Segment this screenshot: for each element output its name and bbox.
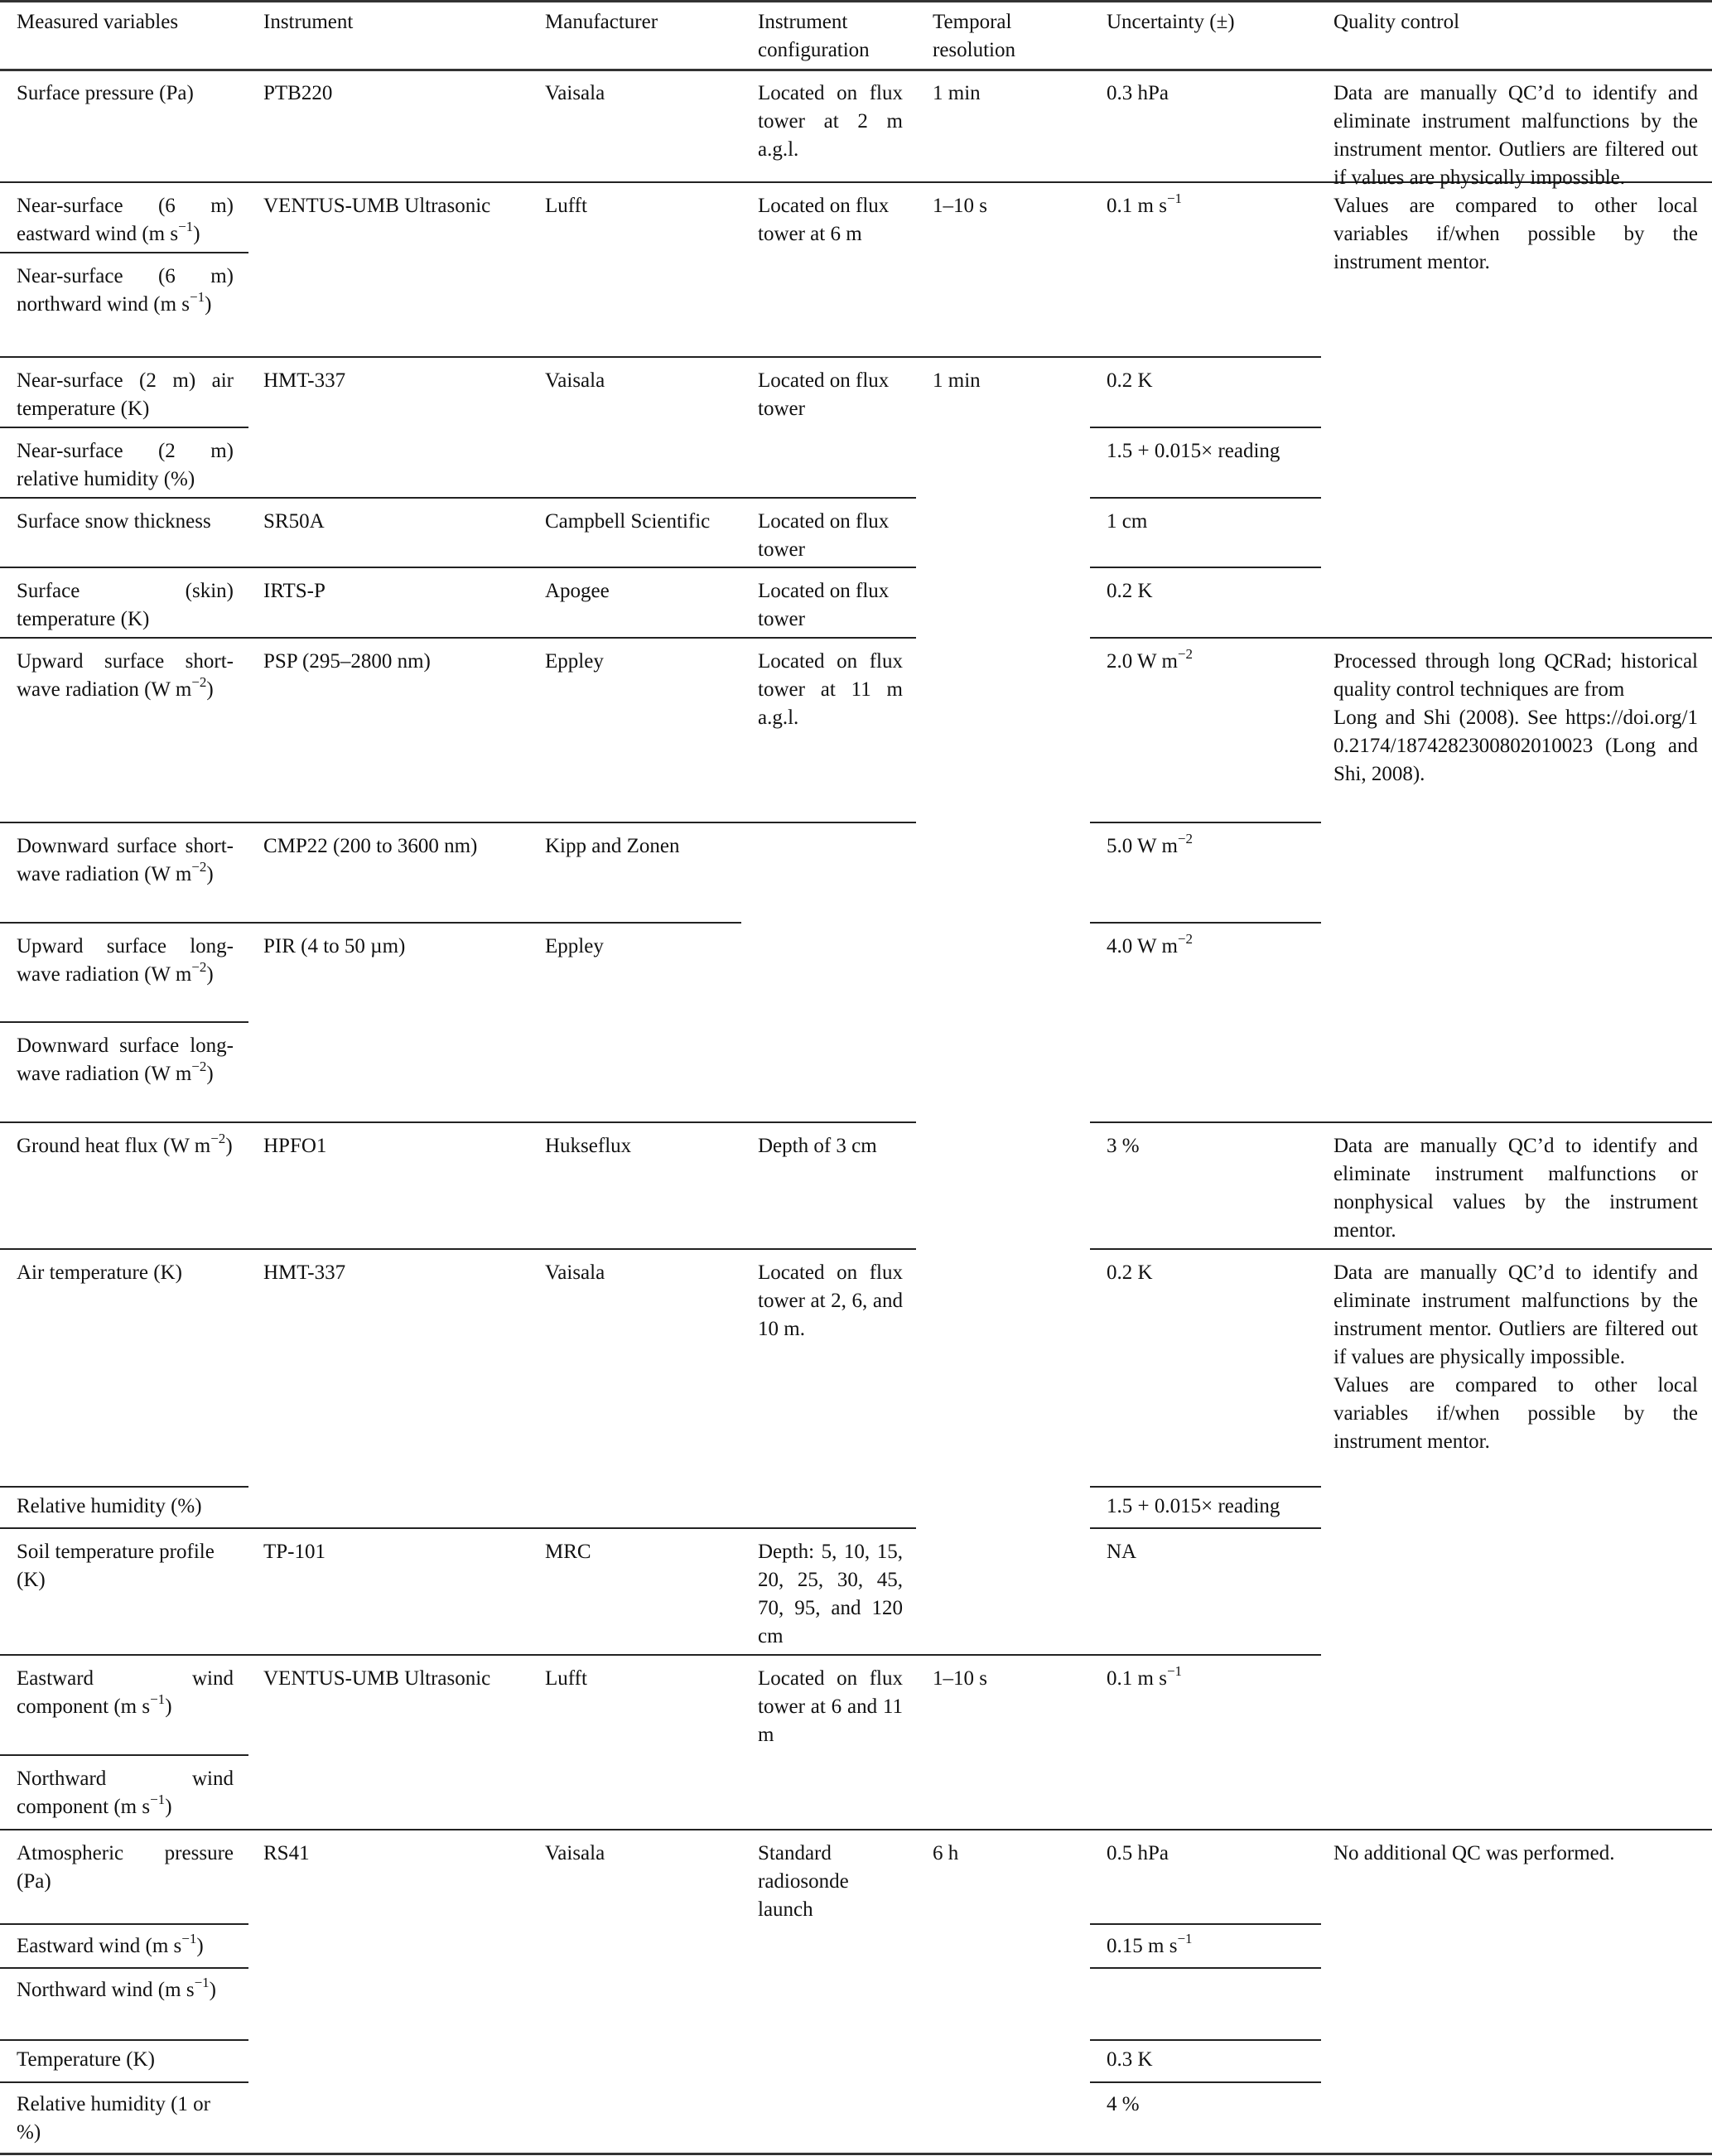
cell-uncertainty: NA [1107,1541,1137,1563]
var-text: Downward surface short-wave radiation (W m [17,835,234,885]
cell-instrument: VENTUS-UMB Ultrasonic [263,195,491,217]
cell-variable [17,1765,234,1821]
cell-quality-control [1333,80,1698,277]
cell-uncertainty [1107,192,1314,220]
var-text: ) [209,1979,216,2001]
rule [0,1248,916,1250]
rule [0,1829,1712,1830]
unc-exponent: −1 [1166,1662,1183,1679]
qc-paragraph: Processed through long QCRad; historical quality control techniques are from [1333,650,1698,701]
rule [1090,1923,1321,1925]
cell-instrument: VENTUS-UMB Ultrasonic [263,1667,491,1690]
rule [1090,637,1712,639]
rule [1090,1121,1712,1123]
cell-variable [17,263,234,319]
cell-uncertainty [1107,930,1314,961]
cell-variable: Near-surface (2 m) air temperature (K) [17,369,234,420]
var-text: ) [225,1135,233,1157]
unc-exponent: −2 [1177,830,1193,846]
header-instrument-configuration: Instrument configuration [758,11,870,61]
var-exponent: −1 [190,288,205,305]
var-exponent: −2 [210,1130,226,1146]
var-text: ) [206,1063,214,1085]
unc-text: 0.1 m s [1107,195,1167,217]
rule [1090,2081,1321,2083]
cell-uncertainty [1107,1932,1314,1961]
var-exponent: −2 [191,1058,207,1074]
rule-bottom [0,2153,1712,2155]
cell-uncertainty: 0.2 K [1107,369,1153,392]
qc-paragraph: Values are compared to other local variables if/when possible by the instrument mentor. [1333,1374,1698,1453]
cell-variable: Relative humidity (1 or %) [17,2093,210,2144]
cell-quality-control [1333,648,1698,789]
unc-exponent: −2 [1177,930,1193,947]
var-text: Near-surface (6 m) northward wind (m s [17,265,234,316]
rule [0,922,741,924]
cell-variable [17,648,234,704]
cell-manufacturer: Hukseflux [545,1135,632,1157]
cell-manufacturer: Vaisala [545,82,605,104]
var-text: ) [206,678,214,701]
rule [0,637,916,639]
unc-text: 4.0 W m [1107,935,1178,957]
header-measured-variables: Measured variables [17,11,179,33]
cell-manufacturer: Lufft [545,195,587,217]
cell-manufacturer: Apogee [545,580,610,602]
var-text: Ground heat flux (W m [17,1135,211,1157]
cell-instrument: SR50A [263,510,325,533]
rule [0,822,916,823]
rule [0,2039,248,2041]
cell-uncertainty: 1.5 + 0.015× reading [1107,1495,1280,1517]
rule [0,1121,916,1123]
rule [1090,1248,1712,1250]
rule [1090,1967,1321,1969]
rule [1090,497,1321,499]
rule [1090,2039,1321,2041]
cell-variable: Relative humidity (%) [17,1495,202,1517]
rule [1090,822,1321,823]
cell-configuration: Located on flux tower [758,580,890,630]
cell-configuration: Depth: 5, 10, 15, 20, 25, 30, 45, 70, 95, and 120 cm [758,1541,903,1647]
cell-configuration: Depth of 3 cm [758,1135,877,1157]
rule [0,2081,248,2083]
cell-variable: Near-surface (2 m) relative humidity (%) [17,440,234,490]
rule [0,1486,248,1488]
rule-top [0,0,1712,2]
cell-temporal: 1–10 s [933,195,987,217]
var-exponent: −1 [178,218,194,234]
cell-manufacturer: Vaisala [545,369,605,392]
cell-uncertainty [1107,832,1314,861]
cell-manufacturer: Lufft [545,1667,587,1690]
rule [1090,567,1321,568]
cell-instrument: RS41 [263,1842,310,1864]
cell-uncertainty: 4 % [1107,2093,1140,2115]
var-text: ) [206,963,214,986]
rule [0,1654,1321,1656]
var-text: ) [205,293,212,316]
rule [0,1527,916,1529]
rule [1090,922,1321,924]
cell-temporal: 1–10 s [933,1667,987,1690]
cell-manufacturer: Eppley [545,935,604,957]
cell-temporal: 6 h [933,1842,959,1864]
var-text: Downward surface long-wave radiation (W m [17,1035,234,1085]
cell-configuration: Located on flux tower [758,510,890,561]
var-text: ) [165,1695,172,1718]
cell-quality-control [1333,1259,1698,1456]
cell-configuration: Located on flux tower at 6 and 11 m [758,1667,903,1746]
cell-uncertainty: 0.5 hPa [1107,1842,1169,1864]
cell-configuration: Located on flux tower at 6 m [758,195,890,245]
var-text: ) [193,223,200,245]
cell-manufacturer: Vaisala [545,1842,605,1864]
var-exponent: −1 [150,1791,166,1807]
cell-instrument: PSP (295–2800 nm) [263,650,431,673]
cell-temporal: 1 min [933,82,981,104]
cell-variable [17,1932,244,1961]
rule [0,1754,248,1756]
cell-variable: Atmospheric pressure (Pa) [17,1842,234,1893]
cell-variable [17,192,234,248]
var-text: Northward wind (m s [17,1979,195,2001]
cell-variable: Soil temperature profile (K) [17,1541,215,1591]
header-temporal-resolution: Temporal resolution [933,11,1015,61]
cell-variable [17,1132,234,1160]
var-exponent: −2 [191,858,207,875]
cell-configuration: Located on flux tower at 2, 6, and 10 m. [758,1261,903,1340]
unc-text: 5.0 W m [1107,835,1178,857]
cell-uncertainty: 0.3 hPa [1107,82,1169,104]
cell-uncertainty: 0.2 K [1107,1261,1153,1284]
header-manufacturer: Manufacturer [545,11,658,33]
qc-paragraph: Data are manually QC’d to identify and eliminate instrument malfunctions by the instrument mentor. Outliers are filtered out if values are physically impossible. [1333,82,1698,189]
cell-variable [17,1665,234,1721]
var-text: ) [206,863,214,885]
qc-paragraph: Data are manually QC’d to identify and eliminate instrument malfunctions by the instrument mentor. Outliers are filtered out if values are physically impossible. [1333,1261,1698,1368]
cell-configuration: Standard radiosonde launch [758,1842,849,1921]
cell-instrument: HMT-337 [263,369,346,392]
cell-variable: Temperature (K) [17,2048,155,2071]
cell-temporal: 1 min [933,369,981,392]
cell-instrument: PTB220 [263,82,333,104]
rule [0,567,916,568]
header-uncertainty: Uncertainty (±) [1107,11,1235,33]
var-exponent: −2 [191,673,207,690]
var-exponent: −1 [181,1930,197,1946]
rule [0,497,916,499]
cell-manufacturer: MRC [545,1541,591,1563]
cell-uncertainty: 1 cm [1107,510,1148,533]
rule [1090,181,1321,183]
var-text: Near-surface (6 m) eastward wind (m s [17,195,234,245]
cell-variable: Surface (skin) temperature (K) [17,580,234,630]
cell-uncertainty: 1.5 + 0.015× reading [1107,440,1280,462]
cell-configuration: Located on flux tower at 2 m a.g.l. [758,82,903,161]
cell-manufacturer: Kipp and Zonen [545,835,680,857]
cell-instrument: TP-101 [263,1541,326,1563]
rule-header [0,69,1712,71]
unc-text: 0.15 m s [1107,1935,1178,1957]
rule [0,427,248,428]
cell-variable [17,1976,234,2004]
cell-variable: Surface pressure (Pa) [17,82,194,104]
cell-quality-control: No additional QC was performed. [1333,1842,1615,1864]
var-text: ) [196,1935,204,1957]
rule [0,356,1321,358]
var-exponent: −2 [191,958,207,975]
cell-manufacturer: Vaisala [545,1261,605,1284]
var-text: Eastward wind (m s [17,1935,182,1957]
cell-manufacturer: Campbell Scientific [545,510,711,533]
cell-uncertainty [1107,645,1314,676]
cell-instrument: HMT-337 [263,1261,346,1284]
cell-configuration: Located on flux tower at 11 m a.g.l. [758,650,903,729]
var-text: Eastward wind component (m s [17,1667,234,1718]
var-text: ) [165,1796,172,1818]
cell-configuration: Located on flux tower [758,369,890,420]
cell-instrument: CMP22 (200 to 3600 nm) [263,835,478,857]
unc-exponent: −1 [1166,190,1183,206]
cell-variable: Air temperature (K) [17,1261,182,1284]
var-text: Upward surface short-wave radiation (W m [17,650,234,701]
cell-quality-control: Data are manually QC’d to identify and eliminate instrument malfunctions or nonphysical values by the instrument mentor. [1333,1135,1698,1242]
qc-paragraph: Long and Shi (2008). See https://doi.org/10.2174/1874282300802010023 (Long and Shi, 2008). [1333,707,1698,785]
cell-uncertainty: 0.2 K [1107,580,1153,602]
rule [1090,1527,1321,1529]
cell-variable: Surface snow thickness [17,510,211,533]
cell-manufacturer: Eppley [545,650,604,673]
cell-instrument: HPFO1 [263,1135,327,1157]
rule [0,1967,248,1969]
var-exponent: −1 [194,1974,210,1990]
var-text: Northward wind component (m s [17,1768,234,1818]
cell-uncertainty: 3 % [1107,1135,1140,1157]
cell-instrument: PIR (4 to 50 µm) [263,935,406,957]
unc-exponent: −1 [1177,1930,1193,1946]
rule [1090,427,1321,428]
header-quality-control: Quality control [1333,11,1460,33]
unc-exponent: −2 [1177,645,1193,662]
unc-text: 2.0 W m [1107,650,1178,673]
unc-text: 0.1 m s [1107,1667,1167,1690]
qc-paragraph: Values are compared to other local variables if/when possible by the instrument mentor. [1333,195,1698,273]
rule [0,1021,248,1023]
rule [1090,1486,1321,1488]
cell-instrument: IRTS-P [263,580,326,602]
header-instrument: Instrument [263,11,354,33]
cell-variable [17,933,234,989]
cell-variable [17,1032,234,1088]
var-text: Upward surface long-wave radiation (W m [17,935,234,986]
cell-uncertainty: 0.3 K [1107,2048,1153,2071]
cell-uncertainty [1107,1662,1314,1693]
rule [0,252,248,253]
var-exponent: −1 [150,1691,166,1707]
rule [0,1923,248,1925]
cell-variable [17,832,234,889]
